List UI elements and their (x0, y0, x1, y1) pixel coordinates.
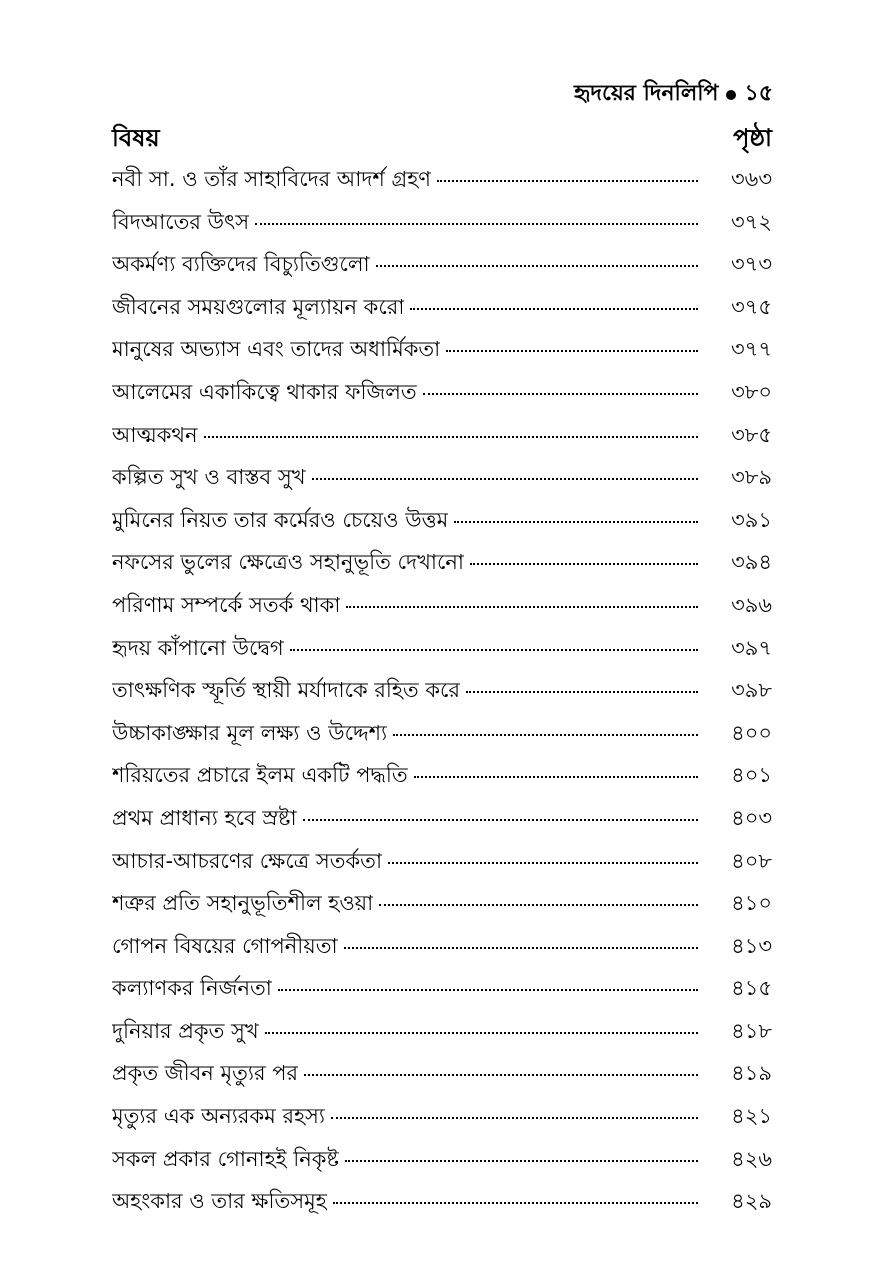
toc-entry (112, 1138, 772, 1181)
toc-entry (112, 414, 772, 457)
dot-leader (333, 1202, 698, 1204)
toc-entry-title: আচার-আচরণের ক্ষেত্রে সতর্কতা (112, 848, 383, 873)
toc-entry (112, 627, 772, 670)
dot-leader (265, 1032, 698, 1034)
dot-leader (344, 947, 698, 949)
toc-entry-title: নফসের ভুলের ক্ষেত্রেও সহানুভূতি দেখানো (112, 550, 465, 575)
dot-leader (414, 776, 698, 778)
toc-entry-title: জীবনের সময়গুলোর মূল্যায়ন করো (112, 294, 405, 319)
toc-entry-page: ৪০৮ (731, 848, 772, 873)
dot-leader (278, 989, 698, 991)
toc-entry-title: আত্মকথন (112, 422, 198, 447)
table-of-contents (112, 158, 772, 1223)
toc-entry-title: বিদআতের উৎস (112, 209, 250, 234)
toc-entry (112, 456, 772, 499)
toc-entry (112, 1052, 772, 1095)
page-number: ১৫ (744, 81, 773, 106)
toc-entry-page: ৩৯৪ (731, 550, 772, 575)
toc-entry (112, 967, 772, 1010)
toc-entry-title: নবী সা. ও তাঁর সাহাবিদের আদর্শ গ্রহণ (112, 167, 431, 191)
toc-entry-page: ৪১৯ (731, 1061, 772, 1086)
toc-entry-page: ৪১৩ (731, 933, 772, 958)
toc-entry (112, 584, 772, 627)
toc-entry (112, 882, 772, 925)
toc-entry (112, 1010, 772, 1053)
toc-entry-page: ৪২১ (731, 1104, 772, 1129)
dot-leader (446, 350, 698, 352)
dot-leader (204, 436, 698, 438)
toc-entry-title: মুমিনের নিয়ত তার কর্মেরও চেয়েও উত্তম (112, 507, 449, 532)
toc-entry (112, 371, 772, 414)
toc-entry-title: মৃত্যুর এক অন্যরকম রহস্য (112, 1104, 326, 1129)
toc-entry (112, 840, 772, 883)
toc-entry-page: ৩৭৩ (731, 252, 772, 277)
toc-entry-title: গোপন বিষয়ের গোপনীয়তা (112, 933, 338, 958)
bullet-separator-icon (726, 90, 736, 100)
toc-entry-page: ৪০৩ (731, 805, 772, 830)
toc-entry (112, 286, 772, 329)
running-header (574, 76, 773, 113)
toc-entry-title: দুনিয়ার প্রকৃত সুখ (112, 1018, 259, 1043)
toc-entry-title: উচ্চাকাঙ্ক্ষার মূল লক্ষ্য ও উদ্দেশ্য (112, 720, 388, 745)
dot-leader (410, 308, 698, 310)
toc-entry-page: ৩৭৭ (731, 337, 772, 362)
dot-leader (466, 691, 698, 693)
toc-entry-page: ৪০১ (731, 763, 772, 788)
toc-entry-title: অকর্মণ্য ব্যক্তিদের বিচ্যুতিগুলো (112, 252, 370, 277)
dot-leader (379, 904, 698, 906)
toc-entry-page: ৩৯৮ (731, 678, 772, 703)
toc-entry-title: শত্রুর প্রতি সহানুভূতিশীল হওয়া (112, 891, 374, 916)
dot-leader (423, 393, 698, 395)
toc-entry (112, 328, 772, 371)
dot-leader (346, 606, 698, 608)
toc-entry (112, 797, 772, 840)
toc-entry-title: অহংকার ও তার ক্ষতিসমূহ (112, 1189, 327, 1214)
toc-entry (112, 201, 772, 244)
toc-entry (112, 243, 772, 286)
toc-entry (112, 499, 772, 542)
toc-entry-title: হৃদয় কাঁপানো উদ্বেগ (112, 635, 284, 660)
subject-column-header: বিষয় (112, 124, 160, 152)
toc-entry-title: মানুষের অভ্যাস এবং তাদের অধার্মিকতা (112, 337, 441, 362)
toc-entry-page: ৩৯৭ (731, 635, 772, 660)
dot-leader (290, 649, 698, 651)
toc-entry-title: পরিণাম সম্পর্কে সতর্ক থাকা (112, 592, 341, 617)
toc-entry (112, 925, 772, 968)
toc-entry-title: কল্পিত সুখ ও বাস্তব সুখ (112, 465, 306, 490)
dot-leader (437, 180, 698, 182)
toc-column-headers (112, 120, 772, 160)
toc-entry-title: কল্যাণকর নির্জনতা (112, 976, 272, 1001)
toc-entry-page: ৩৭২ (731, 209, 772, 234)
toc-entry (112, 1180, 772, 1223)
toc-entry (112, 541, 772, 584)
toc-entry-page: ৪১৫ (731, 976, 772, 1001)
toc-entry-title: প্রথম প্রাধান্য হবে স্রষ্টা (112, 805, 297, 830)
toc-entry-page: ৩৯৬ (731, 592, 772, 617)
dot-leader (312, 478, 699, 480)
dot-leader (376, 265, 698, 267)
dot-leader (345, 1160, 698, 1162)
toc-entry (112, 158, 772, 201)
page-column-header: পৃষ্ঠা (733, 124, 772, 152)
toc-entry-title: সকল প্রকার গোনাহই নিকৃষ্ট (112, 1146, 340, 1171)
toc-entry-page: ৪২৬ (731, 1146, 772, 1171)
toc-entry (112, 712, 772, 755)
book-title: হৃদয়ের দিনলিপি (573, 81, 719, 106)
toc-entry (112, 669, 772, 712)
dot-leader (454, 521, 698, 523)
dot-leader (331, 1117, 698, 1119)
toc-entry (112, 754, 772, 797)
toc-entry-page: ৩৮০ (731, 379, 772, 404)
dot-leader (388, 862, 698, 864)
toc-entry-page: ৩৬৩ (731, 167, 772, 191)
toc-entry-page: ৪২৯ (731, 1189, 772, 1214)
dot-leader (303, 819, 698, 821)
toc-entry-page: ৪০০ (731, 720, 772, 745)
toc-entry-title: তাৎক্ষণিক স্ফূর্তি স্থায়ী মর্যাদাকে রহিত করে (112, 678, 461, 703)
dot-leader (255, 223, 698, 225)
toc-entry-page: ৩৯১ (731, 507, 772, 532)
dot-leader (470, 563, 698, 565)
toc-entry-page: ৪১০ (731, 891, 772, 916)
toc-entry-title: প্রকৃত জীবন মৃত্যুর পর (112, 1061, 299, 1086)
toc-entry-page: ৩৮৫ (731, 422, 772, 447)
toc-entry-page: ৪১৮ (731, 1018, 772, 1043)
toc-entry-page: ৩৭৫ (731, 294, 772, 319)
dot-leader (304, 1074, 698, 1076)
toc-entry-title: আলেমের একাকিত্বে থাকার ফজিলত (112, 379, 417, 404)
dot-leader (393, 734, 698, 736)
toc-entry-title: শরিয়তের প্রচারে ইলম একটি পদ্ধতি (112, 763, 408, 788)
toc-entry-page: ৩৮৯ (731, 465, 772, 490)
toc-entry (112, 1095, 772, 1138)
